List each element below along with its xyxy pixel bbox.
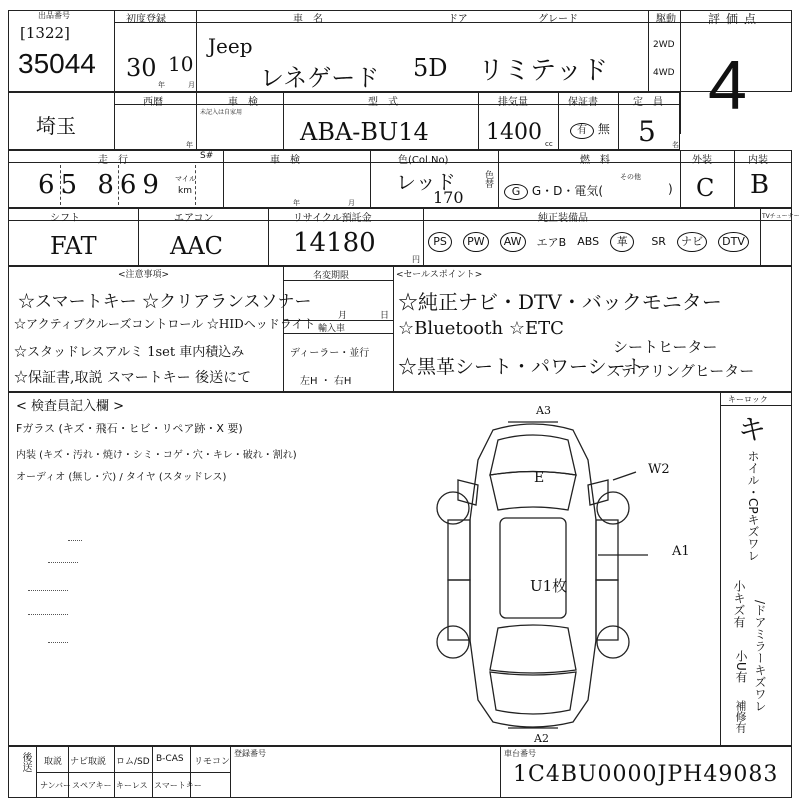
equipment-sr: SR	[651, 235, 666, 248]
vertical-note-2: 小キズ有	[732, 580, 746, 628]
inspection-month-unit: 月	[348, 199, 355, 207]
footer-row2-3: キーレス	[116, 781, 148, 790]
inspection-label-2: 車 検	[270, 155, 300, 166]
color-no: 170	[433, 188, 464, 207]
sales-label: <セールスポイント>	[396, 270, 483, 280]
footer-row2-1: ナンバー	[40, 781, 72, 790]
aircon: AAC	[170, 232, 224, 260]
caution-line-3: ☆スタッドレスアルミ 1set 車内積込み	[14, 345, 245, 360]
capacity-unit: 名	[672, 141, 679, 149]
equipment-dtv: DTV	[718, 232, 749, 252]
sales-extra-1: シートヒーター	[613, 338, 718, 356]
equipment-label: 純正装備品	[538, 213, 588, 224]
car-doors: 5D	[413, 54, 448, 82]
interior-grade: B	[750, 170, 770, 200]
calendar-label: 西暦	[143, 97, 163, 108]
fuel-options	[504, 182, 603, 200]
inspector-line-2: 内装 (キズ・汚れ・焼け・シミ・コゲ・穴・キレ・破れ・割れ)	[16, 450, 297, 461]
shift: FAT	[50, 232, 97, 260]
sales-line-2: ☆Bluetooth ☆ETC	[398, 318, 564, 339]
diagram-mark-e: E	[534, 470, 545, 486]
tuner-label: TVチューナー	[762, 213, 800, 220]
sales-line-3: ☆黒革シート・パワーシート	[398, 356, 645, 378]
type-code: ABA-BU14	[300, 118, 429, 146]
equipment-list	[428, 231, 755, 252]
equipment-pw: PW	[463, 232, 489, 252]
year-unit: 年	[158, 81, 165, 89]
exterior-label: 外装	[692, 155, 712, 166]
car-name-label: 車 名	[293, 14, 323, 25]
warranty-label: 保証書	[568, 97, 598, 108]
equipment-leather: 革	[610, 232, 634, 252]
s-label: S#	[200, 151, 214, 161]
grade-label: グレード	[538, 14, 578, 25]
sales-line-1: ☆純正ナビ・DTV・バックモニター	[398, 290, 722, 314]
warranty-options	[570, 120, 610, 139]
inspector-title: < 検査員記入欄 >	[16, 399, 125, 414]
import-label: 輸入車	[318, 324, 346, 334]
lot-number: 35044	[18, 48, 96, 79]
color: レッド	[396, 170, 456, 194]
warranty-no: 無	[597, 122, 610, 136]
equipment-aw: AW	[500, 232, 526, 252]
footer-side-label: 後送	[20, 752, 31, 772]
inspector-line-3: オーディオ (無し・穴) / タイヤ (スタッドレス)	[16, 472, 227, 483]
steering-text: 左H ・ 右H	[300, 376, 352, 387]
first-reg-month: 10	[168, 52, 194, 76]
diagram-mark-glass: U1枚	[530, 577, 568, 595]
name-change-month: 月	[338, 311, 348, 321]
chassis-number: 1C4BU0000JPH49083	[513, 762, 779, 787]
calendar-year-unit: 年	[186, 141, 193, 149]
footer-col-4: B-CAS	[156, 754, 184, 764]
drive-2wd: 2WD	[653, 40, 675, 50]
first-reg-label: 初度登録	[126, 14, 166, 25]
inspection-year-unit: 年	[293, 199, 300, 207]
key-mark: キ	[738, 413, 767, 446]
exterior-grade: C	[696, 174, 715, 202]
key-lock-label: キーロック	[728, 395, 768, 404]
mileage: 65 869	[38, 170, 165, 200]
door-label: ドア	[448, 14, 468, 25]
dealer-text: ディーラー・並行	[290, 348, 370, 359]
warranty-yes: 有	[570, 123, 594, 139]
footer-col-1: 取説	[44, 757, 63, 767]
first-reg-year: 30	[126, 54, 157, 82]
equipment-airbag: エアB	[536, 235, 567, 249]
recycle-label: リサイクル預託金	[293, 213, 372, 224]
aircon-label: エアコン	[174, 213, 214, 224]
inspector-line-1: Fガラス (キズ・飛石・ヒビ・リペア跡・X 要)	[16, 422, 243, 435]
yen-unit: 円	[412, 255, 420, 264]
car-grade: リミテッド	[478, 56, 609, 86]
caution-line-2: ☆アクティブクルーズコントロール ☆HIDヘッドライト	[14, 317, 316, 331]
drive-4wd: 4WD	[653, 68, 675, 78]
footer-col-2: ナビ取説	[70, 757, 107, 767]
month-unit: 月	[188, 81, 195, 89]
vertical-note-3: /ドアミラーキズワレ	[753, 600, 767, 713]
color-side: 色替	[483, 170, 493, 188]
recycle: 14180	[293, 228, 376, 258]
footer-col-3: ロム/SD	[116, 757, 150, 767]
inspection-label: 車 検	[228, 97, 258, 108]
name-change-label: 名変期限	[313, 271, 350, 281]
name-change-day: 日	[380, 311, 390, 321]
caution-label: <注意事項>	[118, 270, 170, 280]
mileage-label: 走 行	[98, 155, 128, 166]
diagram-mark-a1: A1	[672, 544, 690, 559]
mileage-unit-km: km	[178, 186, 192, 196]
interior-label: 内装	[748, 155, 768, 166]
color-label: 色(Col.No)	[398, 155, 449, 166]
footer-col-5: リモコン	[194, 757, 231, 767]
shift-label: シフト	[50, 213, 80, 224]
capacity-label: 定 員	[633, 97, 663, 108]
sales-extra-2: ステアリングヒーター	[606, 362, 755, 380]
diagram-mark-bottom: A2	[534, 732, 549, 745]
reg-no-label: 登録番号	[234, 749, 266, 758]
footer-row2-2: スペアキー	[72, 781, 112, 790]
drive-label: 駆動	[656, 14, 676, 25]
equipment-navi: ナビ	[677, 232, 707, 252]
fuel-g-circle: G	[504, 184, 528, 200]
car-make: Jeep	[208, 34, 253, 58]
equipment-abs: ABS	[577, 235, 600, 248]
lot-sub: [1322]	[20, 24, 70, 42]
diagram-mark-top: A3	[536, 404, 551, 417]
fuel-close: )	[668, 182, 673, 196]
lot-label: 出品番号	[38, 11, 70, 20]
chassis-label: 車台番号	[504, 749, 536, 758]
equipment-ps: PS	[428, 232, 452, 252]
cc-unit: cc	[545, 140, 553, 148]
vertical-note-1: ホイル・CPキズワレ	[746, 450, 760, 562]
region: 埼玉	[36, 114, 76, 138]
footer-row2-4: スマートキー	[154, 781, 202, 790]
capacity: 5	[638, 115, 656, 148]
inspection-note: 未記入は自家用	[200, 109, 243, 116]
fuel-other: その他	[620, 173, 641, 181]
mileage-unit-mile: マイル	[175, 175, 196, 183]
score-label: 評価点	[708, 12, 763, 26]
auction-sheet	[8, 10, 800, 798]
vertical-note-5: 補修有	[734, 700, 747, 733]
caution-line-1: ☆スマートキー ☆クリアランスソナー	[18, 292, 312, 312]
fuel-text: G・D・電気(	[531, 184, 604, 198]
fuel-label: 燃 料	[580, 155, 610, 166]
vertical-note-4: 小U有	[734, 650, 748, 683]
caution-line-4: ☆保証書,取説 スマートキー 後送にて	[14, 370, 252, 386]
car-model: レネゲード	[260, 64, 380, 92]
score-value: 4	[708, 46, 747, 124]
type-label: 型 式	[368, 97, 398, 108]
displacement-label: 排気量	[498, 97, 528, 108]
diagram-mark-w2: W2	[648, 462, 670, 477]
displacement: 1400	[486, 120, 542, 145]
